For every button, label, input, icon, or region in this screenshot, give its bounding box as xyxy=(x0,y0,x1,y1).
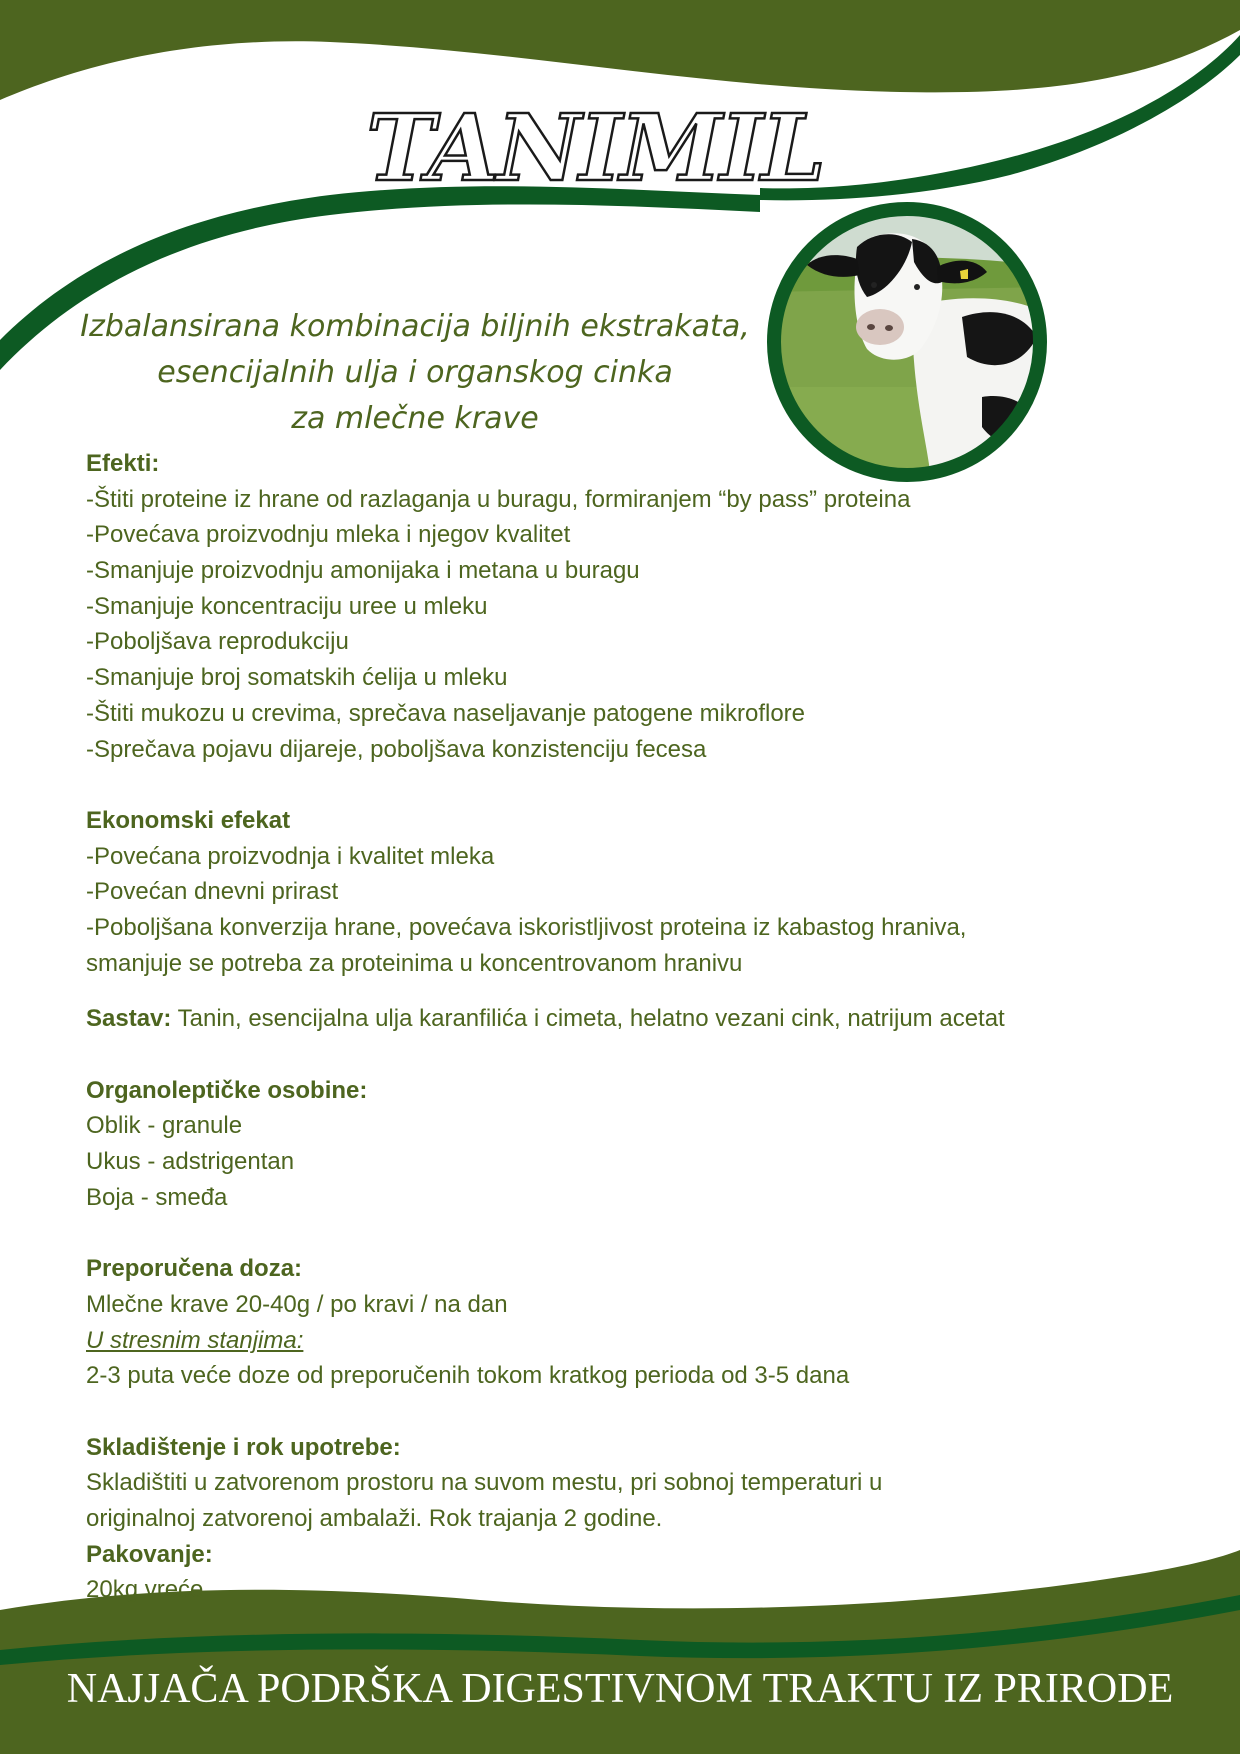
effects-item: -Smanjuje broj somatskih ćelija u mleku xyxy=(86,664,508,692)
title-text: TANIMIL xyxy=(366,94,824,200)
storage-heading: Skladištenje i rok upotrebe: xyxy=(86,1433,401,1461)
storage-line: Skladištiti u zatvorenom prostoru na suvom mestu, pri sobnoj temperaturi u xyxy=(86,1469,883,1497)
composition-text: Tanin, esencijalna ulja karanfilića i cimeta, helatno vezani cink, natrijum acetat xyxy=(171,1005,1005,1033)
dose-heading: Preporučena doza: xyxy=(86,1255,303,1283)
effects-item: -Sprečava pojavu dijareje, poboljšava konzistenciju fecesa xyxy=(86,735,707,763)
effects-item: -Smanjuje koncentraciju uree u mleku xyxy=(86,592,488,620)
subtitle-line-1: Izbalansirana kombinacija biljnih ekstrakata, xyxy=(80,309,750,344)
storage-line: originalnoj zatvorenoj ambalaži. Rok trajanja 2 godine. xyxy=(86,1504,663,1532)
economic-item: -Poboljšana konverzija hrane, povećava iskoristljivost proteina iz kabastog hraniva, xyxy=(86,913,967,941)
packaging-text: 20kg vreće xyxy=(86,1576,204,1604)
product-subtitle xyxy=(55,304,775,442)
dose-stress-line: 2-3 puta veće doze od preporučenih tokom kratkog perioda od 3-5 dana xyxy=(86,1362,850,1390)
organoleptic-item: Oblik - granule xyxy=(86,1112,243,1140)
subtitle-line-2: esencijalnih ulja i organskog cinka xyxy=(157,355,673,390)
cow-photo-icon xyxy=(762,197,1052,487)
product-description xyxy=(86,446,1166,1608)
effects-item: -Poboljšava reprodukciju xyxy=(86,628,349,656)
composition-line xyxy=(86,1001,1166,1037)
organoleptic-item: Ukus - adstrigentan xyxy=(86,1148,295,1176)
effects-item: -Štiti proteine iz hrane od razlaganja u buragu, formiranjem “by pass” proteina xyxy=(86,485,911,513)
dose-line: Mlečne krave 20-40g / po kravi / na dan xyxy=(86,1290,508,1318)
organoleptic-heading: Organoleptičke osobine: xyxy=(86,1076,368,1104)
economic-item: -Povećan dnevni prirast xyxy=(86,878,339,906)
stress-label: U stresnim stanjima: xyxy=(86,1326,304,1354)
product-title xyxy=(360,90,830,200)
effects-item: -Štiti mukozu u crevima, sprečava naseljavanje patogene mikroflore xyxy=(86,699,806,727)
economic-item: smanjuje se potreba za proteinima u koncentrovanom hranivu xyxy=(86,949,743,977)
composition-label: Sastav: xyxy=(86,1005,172,1033)
effects-heading: Efekti: xyxy=(86,450,160,477)
subtitle-line-3: za mlečne krave xyxy=(291,401,539,436)
effects-item: -Smanjuje proizvodnju amonijaka i metana u buragu xyxy=(86,557,640,585)
economic-item: -Povećana proizvodnja i kvalitet mleka xyxy=(86,842,495,870)
economic-heading: Ekonomski efekat xyxy=(86,806,291,834)
effects-item: -Povećava proizvodnju mleka i njegov kvalitet xyxy=(86,521,571,549)
packaging-heading: Pakovanje: xyxy=(86,1540,213,1568)
footer-slogan: NAJJAČA PODRŠKA DIGESTIVNOM TRAKTU IZ PRIRODE xyxy=(66,1666,1174,1712)
organoleptic-item: Boja - smeđa xyxy=(86,1183,228,1211)
